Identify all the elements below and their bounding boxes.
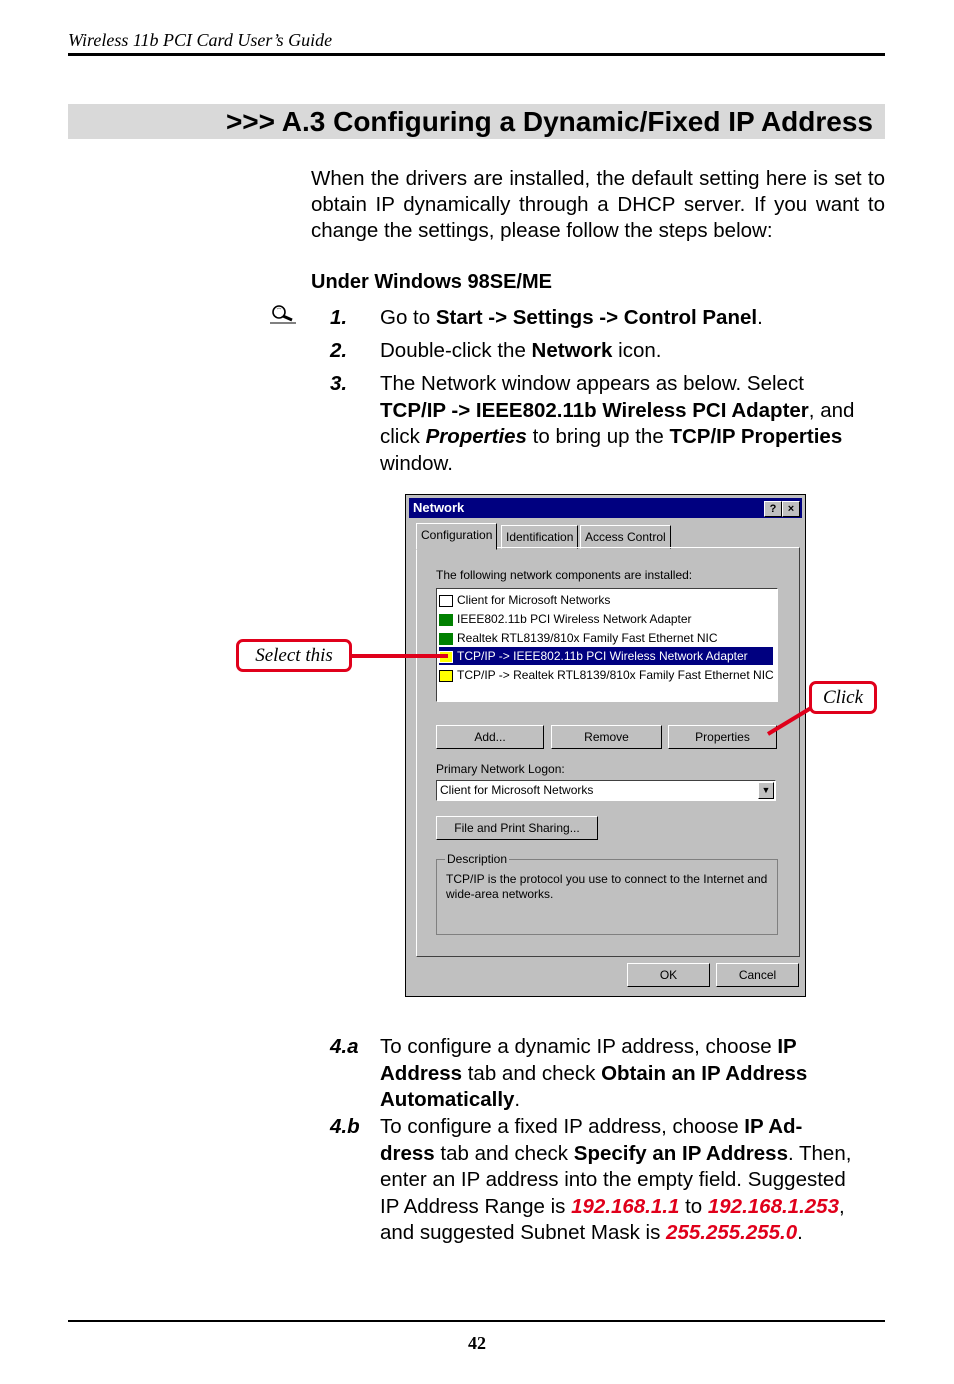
tab-configuration[interactable]: Configuration [416, 523, 497, 550]
logon-label: Primary Network Logon: [436, 762, 565, 776]
list-item[interactable]: IEEE802.11b PCI Wireless Network Adapter [439, 610, 773, 628]
subnet-mask: 255.255.255.0 [666, 1221, 798, 1244]
ip-range-end: 192.168.1.253 [707, 1194, 839, 1218]
description-text: TCP/IP is the protocol you use to connect to the Internet and wide-area networks. [446, 872, 768, 901]
list-item[interactable]: Client for Microsoft Networks [439, 591, 773, 609]
running-header: Wireless 11b PCI Card User’s Guide [68, 30, 333, 50]
remove-button[interactable]: Remove [551, 725, 662, 749]
callout-select-this: Select this [236, 639, 352, 672]
subheading: Under Windows 98SE/ME [311, 271, 552, 293]
intro-paragraph: When the drivers are installed, the default setting here is set to obtain IP dynamically through a DHCP server. If you want to change the settings, please follow the steps below: [311, 167, 885, 242]
ok-button[interactable]: OK [627, 963, 710, 987]
file-print-sharing-button[interactable]: File and Print Sharing... [436, 816, 598, 840]
list-item[interactable]: Realtek RTL8139/810x Family Fast Ethernet NIC [439, 629, 773, 647]
page-number: 42 [468, 1333, 486, 1353]
add-button[interactable]: Add... [436, 725, 544, 749]
cancel-button[interactable]: Cancel [716, 963, 799, 987]
components-label: The following network components are installed: [436, 568, 693, 582]
footer-rule [68, 1320, 885, 1322]
list-item[interactable]: TCP/IP -> Realtek RTL8139/810x Family Fast Ethernet NIC [439, 666, 773, 684]
tab-identification[interactable]: Identification [501, 525, 578, 549]
section-title: >>> A.3 Configuring a Dynamic/Fixed IP Address [225, 106, 873, 137]
ip-range-start: 192.168.1.1 [571, 1194, 680, 1218]
properties-button[interactable]: Properties [668, 725, 777, 749]
tab-access-control[interactable]: Access Control [580, 525, 671, 549]
close-button[interactable]: × [782, 501, 800, 517]
description-label: Description [447, 852, 508, 866]
list-item-selected[interactable]: TCP/IP -> IEEE802.11b PCI Wireless Network Adapter [439, 647, 773, 665]
logon-select[interactable]: Client for Microsoft Networks ▼ [436, 780, 776, 801]
callout-click: Click [809, 681, 877, 714]
chevron-down-icon[interactable]: ▼ [758, 782, 774, 799]
dialog-title: Network [413, 500, 465, 515]
help-button[interactable]: ? [764, 501, 782, 517]
